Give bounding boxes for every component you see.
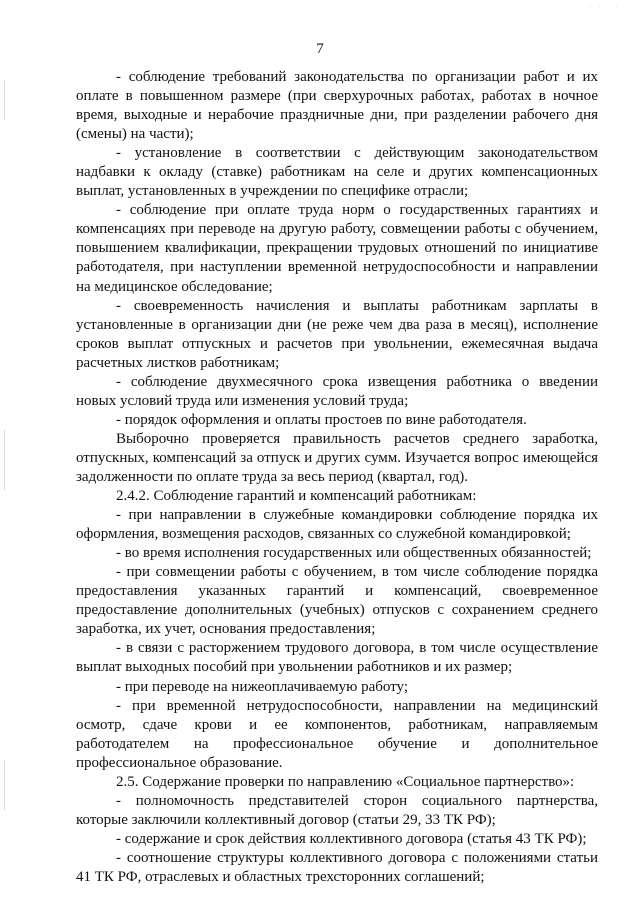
paragraph: - порядок оформления и оплаты простоев по вине работодателя. — [116, 411, 527, 428]
paragraph: - при переводе на нижеоплачиваемую работу; — [116, 678, 409, 695]
paragraph: - своевременность начисления и выплаты работникам зарплаты в установленные в организации дни (не реже чем два раза в месяц), исполнение сроков выплат отпускных и расчетов при увольнении, ежемесячная выдача расчетных листков работникам; — [76, 297, 598, 371]
paragraph: - при направлении в служебные командировки соблюдение порядка их оформления, возмещения расходов, связанных со служебной командировкой; — [76, 507, 598, 543]
section-heading: 2.4.2. Соблюдение гарантий и компенсаций работникам: — [116, 488, 477, 505]
paragraph: - соотношение структуры коллективного договора с положениями статьи 41 ТК РФ, отраслевых и областных трехсторонних соглашений; — [76, 849, 598, 885]
scan-edge-mark — [4, 80, 5, 120]
paragraph: - полномочность представителей сторон социального партнерства, которые заключили коллективный договор (статьи 29, 33 ТК РФ); — [76, 792, 598, 828]
paragraph: - в связи с расторжением трудового договора, в том числе осуществление выплат выходных пособий при увольнении работников и их размер; — [76, 640, 598, 676]
paragraph: Выборочно проверяется правильность расчетов среднего заработка, отпускных, компенсаций за отпуск и других сумм. Изучается вопрос имеющейся задолженности по оплате труда за весь период (квартал, год). — [76, 430, 598, 485]
scan-edge-mark — [4, 760, 5, 810]
scan-artifact: · · · · — [589, 2, 620, 11]
paragraph: - при совмещении работы с обучением, в том числе соблюдение порядка предоставления указанных гарантий и компенсаций, своевременное предоставление дополнительных (учебных) отпусков с сохранением среднего заработка, их учет, основания предоставления; — [76, 564, 598, 638]
paragraph: - соблюдение двухмесячного срока извещения работника о введении новых условий труда или изменения условий труда; — [76, 373, 598, 409]
paragraph: - содержание и срок действия коллективного договора (статья 43 ТК РФ); — [116, 830, 587, 847]
paragraph: - соблюдение при оплате труда норм о государственных гарантиях и компенсациях при переводе на другую работу, совмещении работы с обучением, повышением квалификации, прекращении трудовых отношений по инициативе работодателя, при наступлении временной нетрудоспособности и направлении на медицинское обследование; — [76, 202, 598, 295]
paragraph: - при временной нетрудоспособности, направлении на медицинский осмотр, сдаче крови и ее компонентов, работникам, направляемым работодателем на профессиональное обучение и дополнительное профессиональное образование. — [76, 697, 598, 771]
section-heading: 2.5. Содержание проверки по направлению «Социальное партнерство»: — [116, 773, 575, 790]
paragraph: - установление в соответствии с действующим законодательством надбавки к окладу (ставке) работникам на селе и других компенсационных выплат, установленных в учреждении по специфике отрасли; — [76, 145, 598, 200]
scan-edge-mark — [4, 430, 5, 490]
paragraph: - во время исполнения государственных или общественных обязанностей; — [116, 545, 592, 562]
document-body — [76, 68, 598, 887]
page-number: 7 — [316, 41, 324, 57]
paragraph: - соблюдение требований законодательства по организации работ и их оплате в повышенном размере (при сверхурочных работах, работах в ночное время, выходные и нерабочие праздничные дни, при разделении рабочего дня (смены) на части); — [76, 69, 598, 143]
